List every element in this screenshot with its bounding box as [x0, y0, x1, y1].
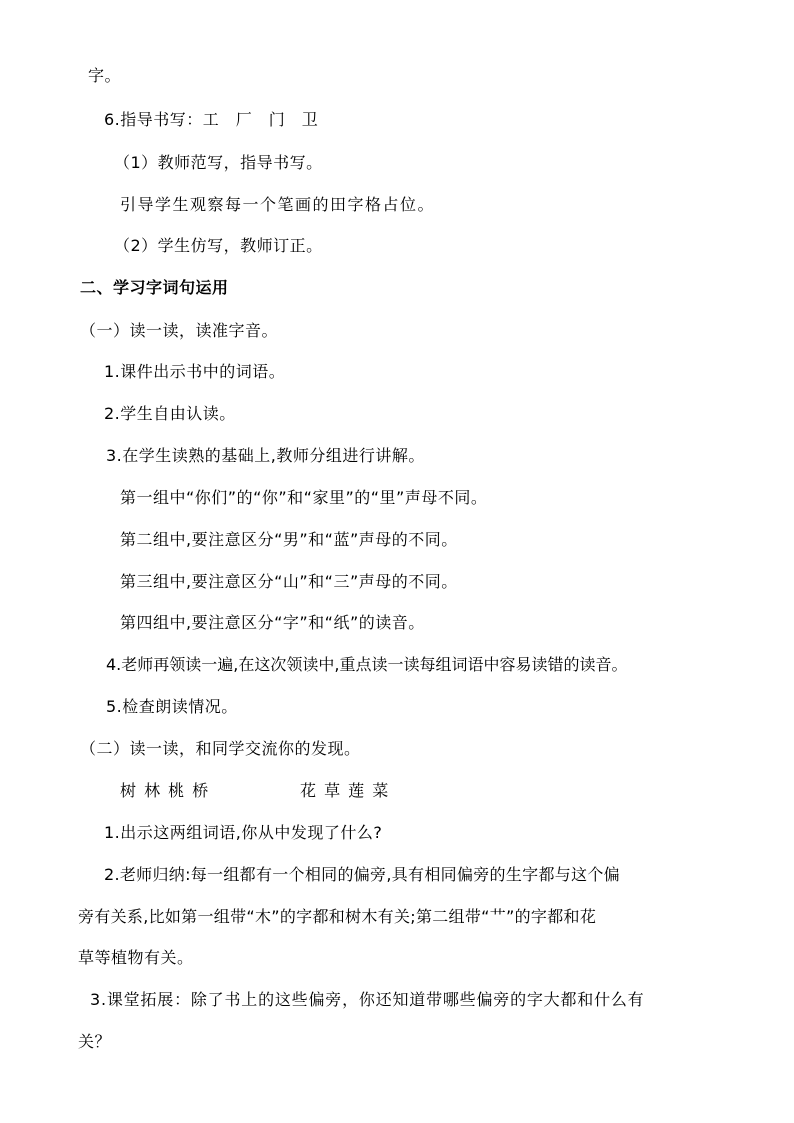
text-line: 第一组中“你们”的“你”和“家里”的“里”声母不同。	[120, 488, 488, 507]
text-line: 1.出示这两组词语,你从中发现了什么?	[104, 823, 383, 842]
text-line: 旁有关系,比如第一组带“木”的字都和树木有关;第二组带“艹”的字都和花	[78, 907, 597, 926]
text-line: 1.课件出示书中的词语。	[104, 362, 286, 381]
text-line: 草等植物有关。	[78, 948, 194, 967]
text-line: （2）学生仿写，教师订正。	[114, 236, 323, 255]
text-line: 第二组中,要注意区分“男”和“蓝”声母的不同。	[120, 530, 458, 549]
text-line: 6.指导书写：工 厂 门 卫	[104, 110, 319, 129]
word-group-1: 树 林 桃 桥	[120, 781, 210, 800]
text-line: 4.老师再领读一遍,在这次领读中,重点读一读每组词语中容易读错的读音。	[106, 655, 628, 674]
text-line: 3.在学生读熟的基础上,教师分组进行讲解。	[106, 446, 425, 465]
text-line: 第四组中,要注意区分“字”和“纸”的读音。	[120, 613, 425, 632]
text-line: 第三组中,要注意区分“山”和“三”声母的不同。	[120, 572, 458, 591]
text-line: 5.检查朗读情况。	[106, 697, 238, 716]
section-heading: 二、学习字词句运用	[80, 278, 229, 297]
text-line: 2.学生自由认读。	[104, 404, 236, 423]
text-line: 3.课堂拓展：除了书上的这些偏旁，你还知道带哪些偏旁的字大都和什么有	[90, 990, 645, 1009]
text-line: 2.老师归纳:每一组都有一个相同的偏旁,具有相同偏旁的生字都与这个偏	[104, 865, 620, 884]
text-line: 引导学生观察每一个笔画的田字格占位。	[120, 195, 436, 214]
word-group-2: 花 草 莲 菜	[300, 781, 390, 800]
text-line: 字。	[88, 66, 122, 85]
text-line: （1）教师范写，指导书写。	[114, 153, 323, 172]
subsection-heading: （二）读一读，和同学交流你的发现。	[80, 739, 361, 758]
subsection-heading: （一）读一读，读准字音。	[80, 321, 279, 340]
text-line: 关？	[78, 1032, 112, 1051]
